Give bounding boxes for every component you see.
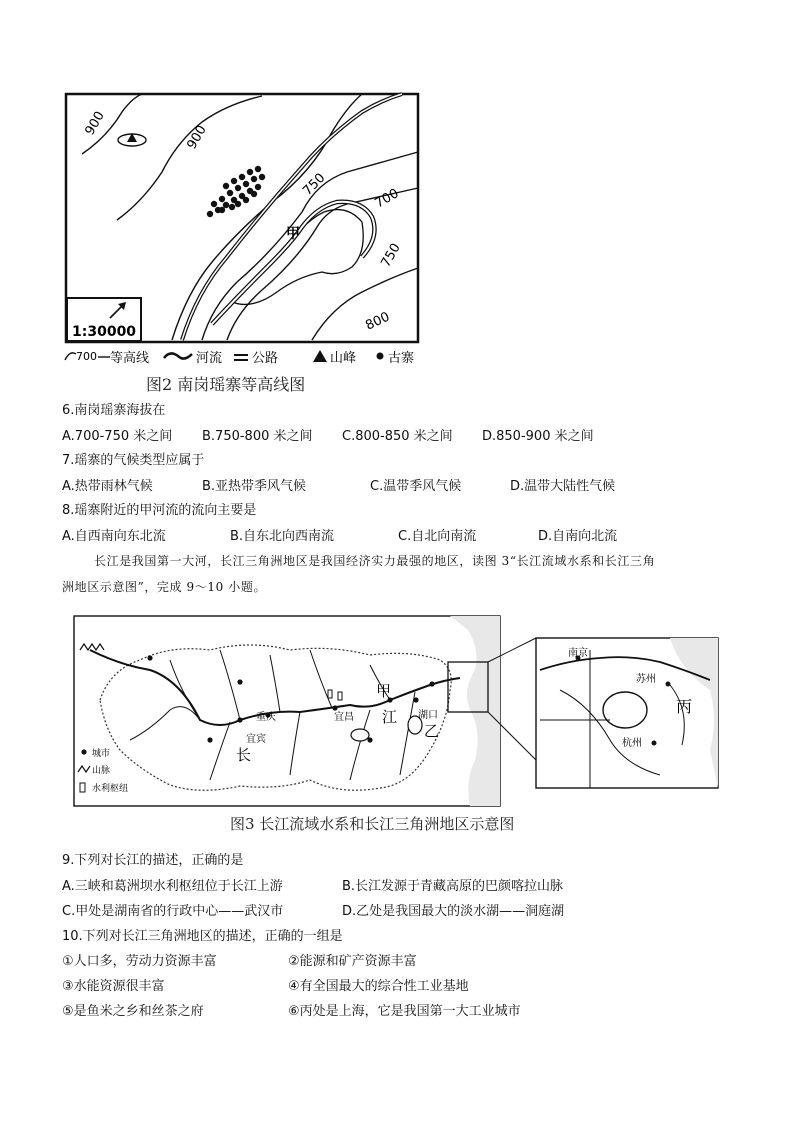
contour-label-900a: 900 xyxy=(82,108,108,138)
legend-contour-symbol xyxy=(65,353,76,360)
figure2-contour-map xyxy=(62,92,422,400)
q10-option-5: ⑤是鱼米之乡和丝茶之府 xyxy=(62,1004,204,1019)
legend-river-label: 河流 xyxy=(196,351,223,366)
q6-option-b: B.750-800 米之间 xyxy=(202,429,313,444)
label-yichang: 宜昌 xyxy=(334,712,354,723)
q8-option-a: A.自西南向东北流 xyxy=(62,529,166,544)
legend-road-label: 公路 xyxy=(252,351,279,366)
q7-option-d: D.温带大陆性气候 xyxy=(510,479,616,494)
label-jia: 甲 xyxy=(286,226,300,242)
figure3-caption: 图3 长江流域水系和长江三角洲地区示意图 xyxy=(230,815,515,833)
figure3-map xyxy=(70,610,730,840)
contour-label-750a: 750 xyxy=(300,170,329,199)
legend-mountain-label: 山脉 xyxy=(92,766,111,776)
inset-label-hangzhou: 杭州 xyxy=(622,738,642,749)
q9-option-a: A.三峡和葛洲坝水利枢纽位于长江上游 xyxy=(62,879,283,894)
legend-peak-icon xyxy=(313,350,327,362)
scale-text: 1:30000 xyxy=(72,324,137,340)
q8-option-d: D.自南向北流 xyxy=(538,529,618,544)
legend-contour-value: 700 xyxy=(76,350,97,363)
q7-option-a: A.热带雨林气候 xyxy=(62,479,153,494)
legend-city-label: 城市 xyxy=(92,749,111,759)
city-dot-suzhou xyxy=(666,682,671,687)
q6-stem: 6.南岗瑶寨海拔在 xyxy=(62,403,166,418)
q8-option-c: C.自北向南流 xyxy=(398,529,477,544)
label-jiang: 江 xyxy=(382,708,398,726)
label-chongqing: 重庆 xyxy=(256,712,276,723)
q10-option-2: ②能源和矿产资源丰富 xyxy=(288,954,417,969)
label-yibin: 宜宾 xyxy=(246,734,266,745)
q10-option-4: ④有全国最大的综合性工业基地 xyxy=(288,979,469,994)
q8-option-b: B.自东北向西南流 xyxy=(230,529,335,544)
inset-label-bing: 丙 xyxy=(676,697,693,716)
q7-option-c: C.温带季风气候 xyxy=(370,479,462,494)
figure3-svg xyxy=(70,610,730,840)
q9-option-c: C.甲处是湖南省的行政中心——武汉市 xyxy=(62,904,284,919)
intro-line-2: 洲地区示意图”，完成 9～10 小题。 xyxy=(62,580,267,594)
figure2-caption: 图2 南岗瑶寨等高线图 xyxy=(146,375,306,394)
contour-label-700: 700 xyxy=(372,186,402,212)
legend-river-symbol xyxy=(164,353,192,358)
intro-line-1: 长江是我国第一大河，长江三角洲地区是我国经济实力最强的地区，读图 3“长江流域水系和长江三角 xyxy=(94,554,656,568)
legend-peak-label: 山峰 xyxy=(330,351,357,366)
label-hukou: 湖口 xyxy=(418,710,438,721)
lake xyxy=(351,729,369,741)
legend-city-icon xyxy=(81,749,86,754)
q9-option-d: D.乙处是我国最大的淡水湖——洞庭湖 xyxy=(342,904,565,919)
q10-option-1: ①人口多，劳动力资源丰富 xyxy=(62,954,217,969)
q8-stem: 8.瑶寨附近的甲河流的流向主要是 xyxy=(62,503,257,518)
contour-label-750b: 750 xyxy=(378,240,404,270)
contour-label-900b: 900 xyxy=(184,122,210,152)
inset-label-suzhou: 苏州 xyxy=(636,674,656,685)
city-dot-hangzhou xyxy=(652,741,657,746)
q7-option-b: B.亚热带季风气候 xyxy=(202,479,307,494)
q9-option-b: B.长江发源于青藏高原的巴颜喀拉山脉 xyxy=(342,879,564,894)
q9-stem: 9.下列对长江的描述，正确的是 xyxy=(62,853,244,868)
legend-dam-label: 水利枢纽 xyxy=(92,784,129,794)
q6-option-a: A.700-750 米之间 xyxy=(62,429,173,444)
label-chang: 长 xyxy=(236,746,252,764)
q10-stem: 10.下列对长江三角洲地区的描述，正确的一组是 xyxy=(62,929,343,944)
legend-village-icon xyxy=(377,353,384,360)
q10-option-3: ③水能资源很丰富 xyxy=(62,979,165,994)
contour-label-800: 800 xyxy=(363,309,393,334)
label-yi: 乙 xyxy=(424,722,440,740)
inset-label-nanjing: 南京 xyxy=(568,648,588,659)
q7-stem: 7.瑶寨的气候类型应属于 xyxy=(62,453,205,468)
figure2-svg xyxy=(62,92,422,400)
q10-option-6: ⑥丙处是上海，它是我国第一大工业城市 xyxy=(288,1004,521,1019)
q6-option-d: D.850-900 米之间 xyxy=(482,429,594,444)
legend-village-label: 古寨 xyxy=(388,351,415,366)
legend-contour-label: 等高线 xyxy=(110,351,150,366)
q6-option-c: C.800-850 米之间 xyxy=(342,429,453,444)
label-jia: 甲 xyxy=(376,682,392,700)
inset-lake-taihu xyxy=(603,692,647,728)
